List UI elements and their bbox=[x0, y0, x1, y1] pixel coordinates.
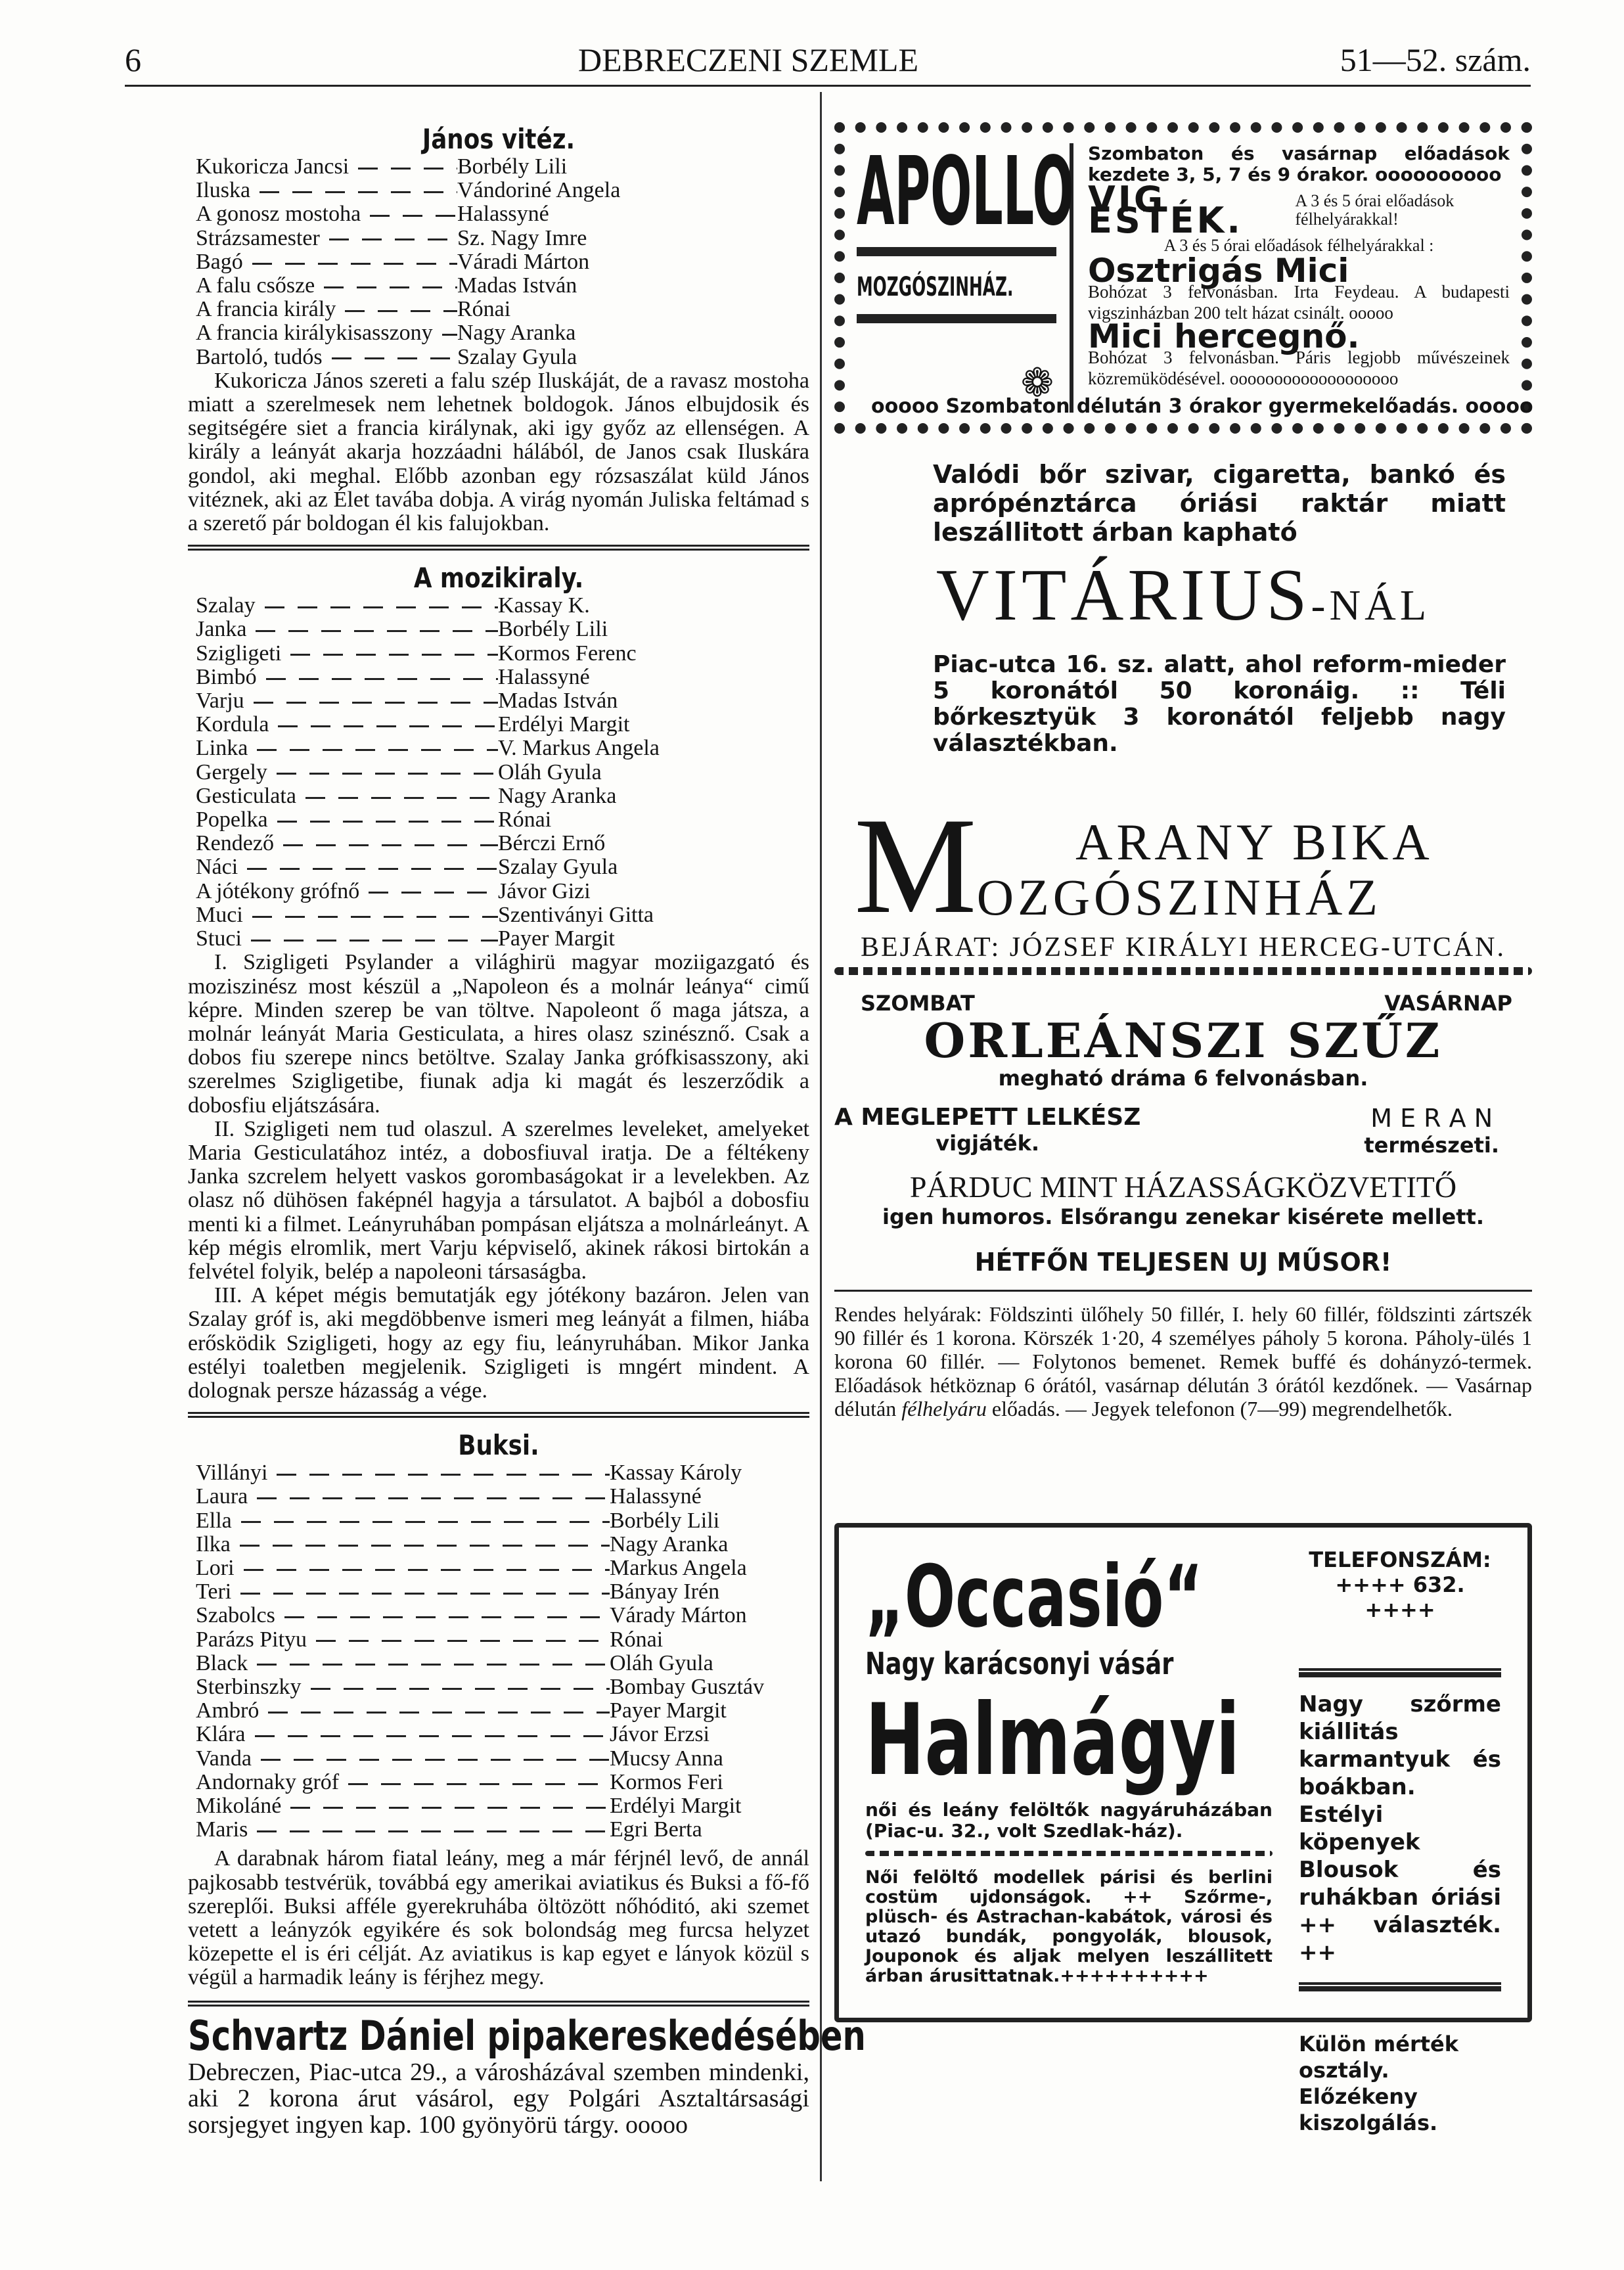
schvartz-title: Schvartz Dániel pipakereskedésében bbox=[188, 2011, 866, 2060]
cast-actor: V. Markus Angela bbox=[498, 736, 660, 761]
cast-role: Náci bbox=[188, 855, 498, 879]
rule bbox=[1299, 1982, 1501, 1991]
cast-role: Szabolcs bbox=[188, 1604, 610, 1627]
cast-role: Gergely bbox=[188, 761, 498, 784]
cast-role: Popelka bbox=[188, 808, 498, 832]
phone-number: ++++ 632. ++++ bbox=[1335, 1572, 1465, 1622]
arany-bika-line2: OZGÓSZINHÁZ bbox=[976, 869, 1382, 926]
sunday-label: VASÁRNAP bbox=[1384, 991, 1512, 1016]
cast-actor: Halassyné bbox=[457, 202, 549, 227]
cast-actor: Nagy Aranka bbox=[498, 783, 617, 808]
cast-role: Teri bbox=[188, 1580, 610, 1604]
cast-list-buksi bbox=[188, 1461, 809, 1842]
cast-actor: Kassay K. bbox=[498, 593, 590, 618]
film-parduc: PÁRDUC MINT HÁZASSÁGKÖZVETITŐ bbox=[909, 1170, 1457, 1204]
cast-role: Bimbó bbox=[188, 666, 498, 689]
cast-role: Szigligeti bbox=[188, 642, 498, 666]
film-meran: M E R A N bbox=[1370, 1104, 1493, 1133]
cast-role: Parázs Pityu bbox=[188, 1628, 610, 1652]
cast-actor: Payer Margit bbox=[610, 1698, 727, 1723]
apollo-subtitle: MOZGÓSZINHÁZ. bbox=[857, 272, 1014, 302]
cast-role: Vanda bbox=[188, 1747, 610, 1771]
cast-actor: Bérczi Ernő bbox=[498, 831, 606, 856]
play-osztrigas-mici-note: Bohózat 3 felvonásban. Irta Feydeau. A budapesti vigszinházban 200 telt házat csinált. ooooo bbox=[1088, 282, 1510, 323]
cast-role: A francia királykisasszony bbox=[188, 321, 457, 345]
cast-role: A gonosz mostoha bbox=[188, 202, 457, 226]
vig-estek: VIG ESTÉK. bbox=[1088, 179, 1243, 241]
ticket-prices-end: előadás. — Jegyek telefonon (7—99) megrendelhetők. bbox=[991, 1397, 1453, 1420]
section-rule bbox=[188, 545, 809, 551]
vitarius-suffix: -NÁL bbox=[1311, 581, 1431, 629]
film-orleanszi-note: megható dráma 6 felvonásban. bbox=[998, 1066, 1368, 1091]
cast-actor: Mucsy Anna bbox=[610, 1746, 723, 1771]
cast-actor: Kormos Ferenc bbox=[498, 641, 637, 666]
occasio-ad bbox=[834, 1523, 1532, 2135]
cast-role: Mikoláné bbox=[188, 1794, 610, 1818]
cast-role: Sterbinszky bbox=[188, 1675, 610, 1699]
section-title-janos-vitez: János vitéz. bbox=[422, 123, 575, 155]
service-note: Külön mérték osztály. Előzékeny kiszolgálás. bbox=[1299, 2032, 1458, 2135]
cast-actor: Madas István bbox=[457, 273, 577, 298]
left-column bbox=[188, 123, 866, 2139]
apollo-cinema-ad bbox=[834, 122, 1532, 434]
cast-actor: Váradi Márton bbox=[457, 249, 590, 274]
cast-actor: Bányay Irén bbox=[610, 1579, 720, 1604]
cast-role: Villányi bbox=[188, 1461, 610, 1485]
cast-actor: Várady Márton bbox=[610, 1603, 747, 1628]
cast-role: Janka bbox=[188, 618, 498, 641]
ticket-prices-italic: félhelyáru bbox=[901, 1397, 987, 1420]
cast-role: Laura bbox=[188, 1485, 610, 1509]
cast-role: Szalay bbox=[188, 594, 498, 618]
cast-actor: Nagy Aranka bbox=[610, 1532, 729, 1556]
synopsis-part-1: I. Szigligeti Psylander a világhirü magyar moziigazgató és moziszinész most készül a „Napoleon és a molnár leánya“ cimű képre. Minden szerep be van töltve. Napoleont ő maga játsza, a molnár leányát Maria Gesticulata, a hires olasz szinésznő. Csak a dobos fiu szerepe nincs betöltve. Szalay Janka grófkisasszony, aki szerelmes Szigligetibe, fiunak adja ki magát és leszerződik a dobosfiu eljátszására. bbox=[188, 950, 809, 1118]
synopsis-buksi: A darabnak három fiatal leány, meg a már férjnél levő, de annál pajkosabb testvérük, továbbá egy amerikai aviatikus és Buksi a fő-fő szereplői. Buksi afféle gyerekruhába öltözött nőhóditó, aki szemet vetett a leányzók egyikére és sok bolondság meg furcsa helyzet közepette el is éri célját. Az aviatikus is kap egyet e lányok közül s végül a harmadik leány is férjhez megy. bbox=[188, 1846, 809, 1990]
halmagyi-models: Női felöltő modellek párisi és berlini costüm ujdonságok. ++ Szőrme-, plüsch- és Astrachan-kabátok, városi és utazó bundák, pongyolák, blousok, Jouponok és aljak melyen leszállitett árban árusittatnak.++++++++++ bbox=[865, 1867, 1273, 1986]
cast-actor: Sz. Nagy Imre bbox=[457, 225, 587, 250]
apollo-name: APOLLO bbox=[857, 137, 1074, 247]
arany-bika-line1: ARANY BIKA bbox=[1075, 813, 1433, 871]
christmas-sale: Nagy karácsonyi vásár bbox=[865, 1646, 1174, 1681]
section-rule bbox=[188, 2001, 809, 2007]
cast-actor: Rónai bbox=[498, 807, 552, 832]
synopsis-part-3: III. A képet mégis bemutatják egy jótékony bazáron. Jelen van Szalay gróf is, aki megdöbbenve ismeri meg leányát a filmen, hiába erősködik Szigligeti, hogy az egy fiu, leányruhában. Mikor Janka estélyi toaletben megjelenik. Szigligeti is mngért mindent. A dolognak persze házasság a vége. bbox=[188, 1283, 809, 1403]
play-osztrigas-mici: Osztrigás Mici bbox=[1088, 252, 1349, 290]
cast-role: Black bbox=[188, 1652, 610, 1675]
cast-list-mozikiraly bbox=[188, 594, 809, 951]
cast-actor: Szalay Gyula bbox=[457, 344, 577, 369]
cast-actor: Jávor Gizi bbox=[498, 878, 591, 903]
section-title-mozikiraly: A mozikiraly. bbox=[413, 562, 584, 595]
film-meglepett-lelkesz: A MEGLEPETT LELKÉSZ bbox=[834, 1104, 1141, 1131]
wavy-rule bbox=[865, 1851, 1273, 1856]
film-orleanszi-szuz: ORLEÁNSZI SZŰZ bbox=[924, 1012, 1443, 1068]
vitarius-name bbox=[834, 549, 1532, 652]
vig-estek-note: A 3 és 5 órai előadások félhelyárakkal! bbox=[1295, 191, 1455, 229]
cast-actor: Rónai bbox=[610, 1627, 664, 1652]
page-number: 6 bbox=[125, 41, 141, 78]
cast-actor: Borbély Lili bbox=[610, 1508, 720, 1533]
cast-actor: Oláh Gyula bbox=[498, 760, 602, 784]
schvartz-text: Debreczen, Piac-utca 29., a városházával szemben mindenki, aki 2 korona árut vásárol, egy Polgári Asztaltársasági sorsjegyet ingyen kap. 100 gyönyörü tárgy. ooooo bbox=[188, 2058, 809, 2139]
rule bbox=[1299, 1668, 1501, 1677]
cast-role: A falu csősze bbox=[188, 274, 457, 298]
cast-actor: Jávor Erzsi bbox=[610, 1722, 710, 1747]
cast-actor: Borbély Lili bbox=[457, 154, 568, 179]
cast-role: Rendező bbox=[188, 832, 498, 855]
play-mici-hercegno: Mici hercegnő. bbox=[1088, 317, 1360, 355]
cast-list-janos-vitez bbox=[188, 155, 809, 369]
cast-role: Bartoló, tudós bbox=[188, 346, 457, 369]
ticket-prices bbox=[834, 1302, 1532, 1420]
saturday-label: SZOMBAT bbox=[861, 991, 975, 1016]
cast-actor: Szentiványi Gitta bbox=[498, 902, 654, 927]
rule bbox=[834, 1290, 1532, 1292]
schvartz-ad bbox=[188, 2011, 866, 2139]
cast-role: Maris bbox=[188, 1818, 610, 1842]
ticket-prices-text: Rendes helyárak: Földszinti ülőhely 50 fillér, I. hely 60 fillér, földszinti zártszék 90 fillér és 1 korona. Körszék 1·20, 4 személyes páholy 5 korona. Páholy-ülés 1 korona 60 fillér. — Folytonos bemenet. Remek buffé és dohányzó-termek. Előadások hétköznap 6 órától, vasárnap délután 3 órától kezdőnek. — Vasárnap délután bbox=[834, 1302, 1532, 1420]
cast-role: Ella bbox=[188, 1509, 610, 1533]
cast-role: Klára bbox=[188, 1723, 610, 1746]
cast-actor: Borbély Lili bbox=[498, 617, 608, 642]
cast-actor: Halassyné bbox=[610, 1484, 702, 1509]
issue-number: 51—52. szám. bbox=[1340, 41, 1531, 78]
cast-actor: Rónai bbox=[457, 297, 511, 322]
cast-actor: Madas István bbox=[498, 689, 618, 714]
cast-role: Varju bbox=[188, 689, 498, 713]
cast-role: Muci bbox=[188, 903, 498, 927]
cast-role: Ilka bbox=[188, 1533, 610, 1556]
cast-actor: Markus Angela bbox=[610, 1555, 747, 1580]
synopsis-janos-vitez: Kukoricza János szereti a falu szép Iluskáját, de a ravasz mostoha miatt a szerelmesek nem lehetnek boldogok. János elbujdosik és segitségére siet a francia királynak, aki igy győz az ellenségen. A király a leányát akarja hozzáadni hálából, de Janos csak Iluskára gondol, aki meghal. Előbb azonban egy rózsaszálat küld János vitéznek, aki az Élet tavába dobja. A virág nyomán Juliska feltámad s a szerető pár boldogan él kis falujokban. bbox=[188, 368, 809, 536]
cast-actor: Erdélyi Margit bbox=[498, 712, 630, 737]
cast-actor: Halassyné bbox=[498, 664, 590, 689]
cast-actor: Nagy Aranka bbox=[457, 321, 576, 346]
half-price-note: A 3 és 5 órai előadások félhelyárakkal : bbox=[1163, 236, 1434, 255]
cast-role: Gesticulata bbox=[188, 784, 498, 808]
film-parduc-note: igen humoros. Elsőrangu zenekar kisérete mellett. bbox=[882, 1204, 1484, 1229]
phone-label: TELEFONSZÁM: bbox=[1309, 1547, 1491, 1572]
knot-ornament-icon: ❁ bbox=[1020, 361, 1054, 405]
cast-role: Kordula bbox=[188, 713, 498, 737]
cast-actor: Bombay Gusztáv bbox=[610, 1674, 765, 1699]
cast-role: A francia király bbox=[188, 298, 457, 321]
cast-actor: Egri Berta bbox=[610, 1817, 702, 1842]
occasio-name: „Occasió“ bbox=[865, 1547, 1204, 1646]
page-header bbox=[125, 41, 1531, 87]
arany-bika-initial: M bbox=[854, 790, 977, 942]
cast-role: Iluska bbox=[188, 179, 457, 202]
cast-role: Lori bbox=[188, 1556, 610, 1580]
monday-program: HÉTFŐN TELJESEN UJ MŰSOR! bbox=[974, 1248, 1392, 1277]
cast-role: Andornaky gróf bbox=[188, 1771, 610, 1794]
halmagyi-address: női és leány felöltők nagyáruházában (Piac-u. 32., volt Szedlak-ház). bbox=[865, 1799, 1273, 1842]
vitarius-ad bbox=[834, 460, 1532, 757]
cast-role: Linka bbox=[188, 737, 498, 760]
entrance: BEJÁRAT: JÓZSEF KIRÁLYI HERCEG-UTCÁN. bbox=[860, 932, 1506, 963]
cast-actor: Kormos Feri bbox=[610, 1769, 723, 1794]
cast-role: A jótékony grófnő bbox=[188, 880, 498, 903]
cast-actor: Erdélyi Margit bbox=[610, 1794, 742, 1818]
film-meglepett-note: vigjáték. bbox=[936, 1131, 1040, 1156]
arany-bika-ad bbox=[834, 790, 1532, 1420]
section-title-buksi: Buksi. bbox=[458, 1429, 539, 1462]
fur-exhibition: Nagy szőrme kiállitás karmantyuk és boákban. Estélyi köpenyek Blousok és ruhákban óriási ++ választék. ++ bbox=[1299, 1691, 1501, 1966]
synopsis-part-2: II. Szigligeti nem tud olaszul. A szerelmes leveleket, amelyeket Maria Gesticulatához intéz, a dobosfiuval iratja. De a féltékeny Janka szcrelem helyett vaskos gorombaságokat ir a levelekben. Az olasz nő dühösen faképnél hagyja a társulatot. A bajból a dobosfiu menti ki a filmet. Leányruhában pompásan eljátsza a molnárleányt. A kép mégis elromlik, mert Varju képviselő, akinek rákosi birtokán a felvétel folyik, belép a napoleoni társaságba. bbox=[188, 1116, 809, 1284]
kids-show-note: ooooo Szombaton délután 3 órakor gyermekelőadás. ooooo bbox=[871, 395, 1533, 418]
cast-actor: Kassay Károly bbox=[610, 1461, 742, 1486]
cast-actor: Vándoriné Angela bbox=[457, 178, 621, 203]
wavy-rule bbox=[834, 967, 1532, 975]
cast-actor: Szalay Gyula bbox=[498, 855, 618, 880]
cast-actor: Oláh Gyula bbox=[610, 1650, 713, 1675]
cast-role: Stuci bbox=[188, 927, 498, 951]
play-mici-hercegno-note: Bohózat 3 felvonásban. Páris legjobb művészeinek közremüködésével. ooooooooooooooooooo bbox=[1088, 348, 1510, 388]
vitarius-name-text: VITÁRIUS bbox=[936, 555, 1311, 636]
apollo-showtimes: Szombaton és vasárnap előadások kezdete 3, 5, 7 és 9 órakor. oooooooooo bbox=[1088, 143, 1510, 185]
newspaper-title: DEBRECZENI SZEMLE bbox=[578, 41, 919, 78]
cast-actor: Payer Margit bbox=[498, 926, 615, 951]
vitarius-intro: Valódi bőr szivar, cigaretta, bankó és aprópénztárca óriási raktár miatt leszállitott árban kapható bbox=[933, 460, 1506, 547]
film-meran-note: természeti. bbox=[1364, 1133, 1499, 1158]
section-rule bbox=[188, 1412, 809, 1418]
cast-role: Strázsamester bbox=[188, 227, 457, 250]
vitarius-details: Piac-utca 16. sz. alatt, ahol reform-mieder 5 koronától 50 koronáig. :: Téli bőrkesztyük 3 koronától feljebb nagy választékban. bbox=[933, 651, 1506, 757]
halmagyi-brand: Halmágyi bbox=[865, 1683, 1240, 1798]
cast-role: Kukoricza Jancsi bbox=[188, 155, 457, 179]
cast-role: Ambró bbox=[188, 1699, 610, 1723]
column-divider bbox=[820, 92, 822, 2181]
cast-role: Bagó bbox=[188, 250, 457, 274]
